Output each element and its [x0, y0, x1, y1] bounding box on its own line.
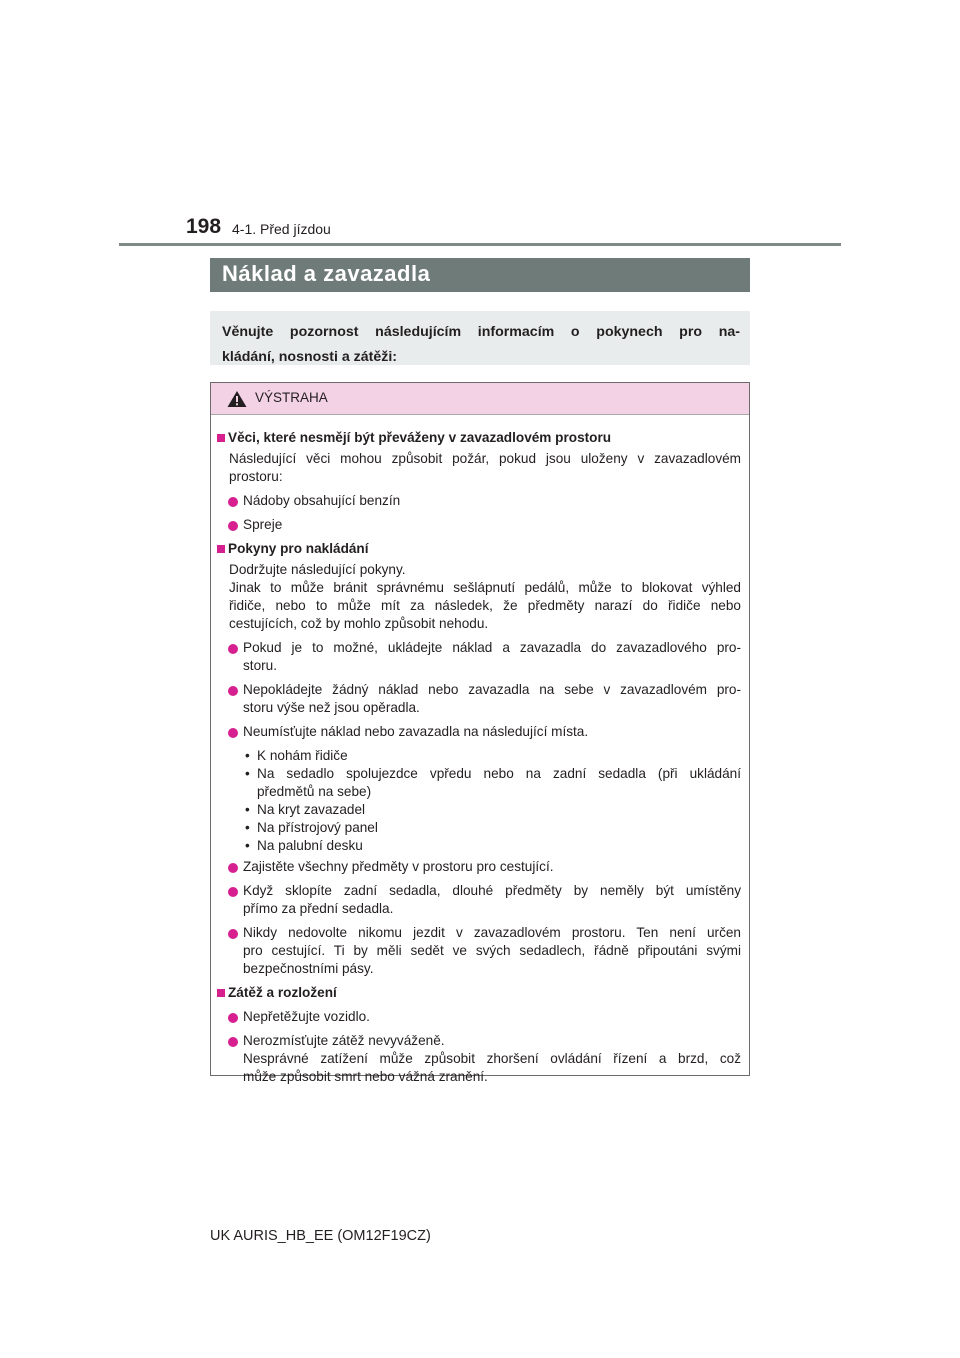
- list-item: [217, 723, 741, 741]
- text-line: cestujících, což by mohlo způsobit nehodu.: [229, 616, 489, 631]
- text-line: Následující věci mohou způsobit požár, pokud jsou uloženy v zavazadlovém: [229, 451, 741, 466]
- item-text: Nerozmísťujte zátěž nevyváženě.: [243, 1033, 445, 1048]
- list-item: [217, 1032, 741, 1086]
- item-text: Nepřetěžujte vozidlo.: [243, 1009, 370, 1024]
- item-text: může způsobit smrt nebo vážná zranění.: [243, 1069, 488, 1084]
- page-title: Náklad a zavazadla: [222, 261, 431, 286]
- header-rule: [119, 243, 841, 246]
- item-text: Když sklopíte zadní sedadla, dlouhé předměty by neměly být umístěny: [243, 883, 741, 898]
- circle-bullet-icon: [228, 497, 238, 507]
- list-item: [217, 516, 741, 534]
- item-text: Pokud je to možné, ukládejte náklad a zavazadla do zavazadlového pro-: [243, 640, 741, 655]
- circle-bullet-icon: [228, 863, 238, 873]
- warning-box: [210, 382, 750, 1084]
- item-text: storu výše než jsou opěradla.: [243, 700, 420, 715]
- item-text: storu.: [243, 658, 277, 673]
- circle-bullet-icon: [228, 887, 238, 897]
- list-item: [217, 492, 741, 510]
- item-text: bezpečnostními pásy.: [243, 961, 374, 976]
- text-line: prostoru:: [229, 469, 283, 484]
- circle-bullet-icon: [228, 521, 238, 531]
- item-text: Na kryt zavazadel: [257, 802, 366, 817]
- page-number: 198: [186, 215, 222, 238]
- text-line: Jinak to může bránit správnému sešlápnutí pedálů, může to blokovat výhled: [229, 580, 741, 595]
- circle-bullet-icon: [228, 1013, 238, 1023]
- circle-bullet-icon: [228, 728, 238, 738]
- section-label: 4-1. Před jízdou: [232, 221, 331, 237]
- item-text: přímo za přední sedadla.: [243, 901, 394, 916]
- list-item: [217, 681, 741, 717]
- item-text: K nohám řidiče: [257, 748, 348, 763]
- square-bullet-icon: [217, 545, 225, 553]
- item-text: Na přístrojový panel: [257, 820, 378, 835]
- heading-text: Pokyny pro nakládání: [228, 541, 369, 556]
- intro-line: kládání, nosnosti a zátěži:: [222, 349, 398, 365]
- warning-label: VÝSTRAHA: [255, 390, 328, 405]
- title-bar: [210, 258, 750, 292]
- circle-bullet-icon: [228, 644, 238, 654]
- heading-text: Zátěž a rozložení: [228, 985, 337, 1000]
- subsection-heading: [217, 429, 741, 447]
- intro-line: Věnujte pozornost následujícím informacím o pokynech pro na-: [222, 324, 740, 340]
- sub-list-item: • Na kryt zavazadel: [245, 802, 366, 817]
- subsection-heading: [217, 984, 741, 1002]
- list-item: [217, 1008, 741, 1026]
- paragraph: [217, 450, 741, 486]
- sub-list-item: • K nohám řidiče: [245, 748, 348, 763]
- item-text: Na palubní desku: [257, 838, 363, 853]
- list-item: [217, 882, 741, 918]
- warning-header: [211, 383, 749, 415]
- item-text: Nepokládejte žádný náklad nebo zavazadla na sebe v zavazadlovém pro-: [243, 682, 741, 697]
- sub-list: [217, 747, 741, 855]
- circle-bullet-icon: [228, 686, 238, 696]
- intro-text: [210, 311, 750, 370]
- text-line: řidiče, nebo to může mít za následek, že předměty narazí do řidiče nebo: [229, 598, 741, 613]
- square-bullet-icon: [217, 434, 225, 442]
- item-text: Nádoby obsahující benzín: [243, 493, 401, 508]
- sub-list-item: • Na palubní desku: [245, 838, 363, 853]
- subsection-heading: [217, 540, 741, 558]
- sub-list-item: • Na sedadlo spolujezdce vpředu nebo na zadní sedadla (při ukládání předmětů na sebe): [245, 766, 741, 799]
- item-text: pro cestující. Ti by měli sedět ve svých sedadlech, řádně připoutáni svými: [243, 943, 741, 958]
- item-text: Na sedadlo spolujezdce vpředu nebo na zadní sedadla (při ukládání: [257, 766, 741, 781]
- intro-box: [210, 311, 750, 365]
- item-text: Nesprávné zatížení může způsobit zhoršení ovládání řízení a brzd, což: [243, 1051, 741, 1066]
- list-item: [217, 639, 741, 675]
- heading-text: Věci, které nesmějí být převáženy v zavazadlovém prostoru: [228, 430, 612, 445]
- square-bullet-icon: [217, 989, 225, 997]
- item-text: Spreje: [243, 517, 283, 532]
- circle-bullet-icon: [228, 929, 238, 939]
- paragraph: [217, 561, 741, 633]
- circle-bullet-icon: [228, 1037, 238, 1047]
- footer-model-code: UK AURIS_HB_EE (OM12F19CZ): [210, 1228, 431, 1244]
- sub-list-item: • Na přístrojový panel: [245, 820, 378, 835]
- item-text: předmětů na sebe): [257, 784, 372, 799]
- item-text: Neumísťujte náklad nebo zavazadla na následující místa.: [243, 724, 589, 739]
- list-item: [217, 924, 741, 978]
- item-text: Zajistěte všechny předměty v prostoru pro cestující.: [243, 859, 554, 874]
- list-item: [217, 858, 741, 876]
- warning-body: [211, 415, 749, 1086]
- item-text: Nikdy nedovolte nikomu jezdit v zavazadlovém prostoru. Ten není určen: [243, 925, 741, 940]
- warning-triangle-icon: [227, 390, 247, 408]
- text-line: Dodržujte následující pokyny.: [229, 562, 406, 577]
